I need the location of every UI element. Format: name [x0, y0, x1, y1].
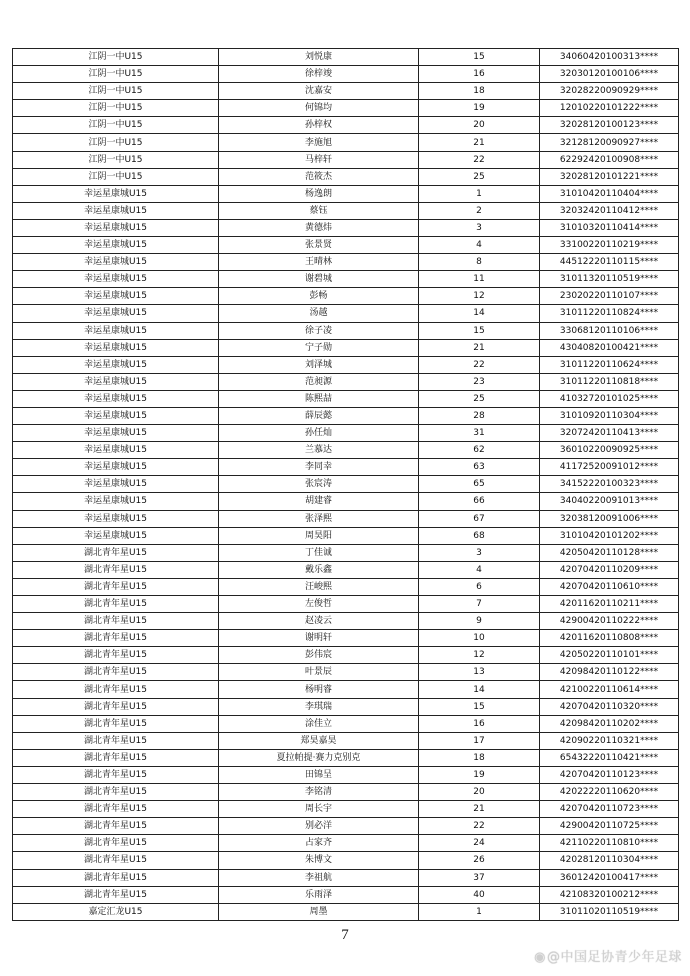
jersey-number-cell: 1: [419, 185, 540, 202]
jersey-number-cell: 37: [419, 869, 540, 886]
team-cell: 江阴一中U15: [13, 151, 219, 168]
team-cell: 幸运星康城U15: [13, 288, 219, 305]
id-number-cell: 43040820100421****: [540, 339, 679, 356]
table-row: [13, 322, 679, 339]
jersey-number-cell: 11: [419, 271, 540, 288]
id-number-cell: 31011020110519****: [540, 903, 679, 920]
id-number-cell: 36012420100417****: [540, 869, 679, 886]
table-row: [13, 544, 679, 561]
team-cell: 幸运星康城U15: [13, 442, 219, 459]
table-row: [13, 151, 679, 168]
id-number-cell: 42090220110321****: [540, 732, 679, 749]
jersey-number-cell: 10: [419, 630, 540, 647]
table-row: [13, 766, 679, 783]
player-name-cell: 田锦呈: [219, 766, 419, 783]
player-name-cell: 范昶源: [219, 373, 419, 390]
team-cell: 嘉定汇龙U15: [13, 903, 219, 920]
id-number-cell: 42110220110810****: [540, 835, 679, 852]
player-name-cell: 周墨: [219, 903, 419, 920]
id-number-cell: 42011620110211****: [540, 596, 679, 613]
table-row: [13, 254, 679, 271]
team-cell: 湖北青年星U15: [13, 613, 219, 630]
jersey-number-cell: 4: [419, 237, 540, 254]
player-name-cell: 张泽熙: [219, 510, 419, 527]
player-name-cell: 叶景辰: [219, 664, 419, 681]
table-row: [13, 407, 679, 424]
jersey-number-cell: 14: [419, 681, 540, 698]
table-row: [13, 49, 679, 66]
team-cell: 幸运星康城U15: [13, 510, 219, 527]
player-name-cell: 谢明轩: [219, 630, 419, 647]
jersey-number-cell: 40: [419, 886, 540, 903]
team-cell: 湖北青年星U15: [13, 869, 219, 886]
team-cell: 湖北青年星U15: [13, 664, 219, 681]
jersey-number-cell: 31: [419, 425, 540, 442]
table-row: [13, 715, 679, 732]
team-cell: 江阴一中U15: [13, 83, 219, 100]
id-number-cell: 33068120110106****: [540, 322, 679, 339]
jersey-number-cell: 68: [419, 527, 540, 544]
player-name-cell: 朱博文: [219, 852, 419, 869]
id-number-cell: 42098420110202****: [540, 715, 679, 732]
jersey-number-cell: 16: [419, 66, 540, 83]
player-name-cell: 沈嘉安: [219, 83, 419, 100]
table-row: [13, 596, 679, 613]
jersey-number-cell: 20: [419, 784, 540, 801]
player-name-cell: 李祖航: [219, 869, 419, 886]
player-name-cell: 兰慕达: [219, 442, 419, 459]
id-number-cell: 41032720101025****: [540, 390, 679, 407]
table-row: [13, 425, 679, 442]
jersey-number-cell: 25: [419, 390, 540, 407]
player-name-cell: 李施旭: [219, 134, 419, 151]
jersey-number-cell: 18: [419, 749, 540, 766]
id-number-cell: 41172520091012****: [540, 459, 679, 476]
team-cell: 幸运星康城U15: [13, 271, 219, 288]
team-cell: 湖北青年星U15: [13, 835, 219, 852]
player-name-cell: 别必洋: [219, 818, 419, 835]
team-cell: 湖北青年星U15: [13, 681, 219, 698]
table-row: [13, 237, 679, 254]
player-name-cell: 杨明睿: [219, 681, 419, 698]
jersey-number-cell: 17: [419, 732, 540, 749]
id-number-cell: 34060420100313****: [540, 49, 679, 66]
jersey-number-cell: 20: [419, 117, 540, 134]
player-name-cell: 周昊阳: [219, 527, 419, 544]
player-name-cell: 王晴林: [219, 254, 419, 271]
table-row: [13, 852, 679, 869]
table-row: [13, 578, 679, 595]
player-name-cell: 孙任灿: [219, 425, 419, 442]
jersey-number-cell: 8: [419, 254, 540, 271]
team-cell: 江阴一中U15: [13, 100, 219, 117]
jersey-number-cell: 13: [419, 664, 540, 681]
table-row: [13, 339, 679, 356]
id-number-cell: 42011620110808****: [540, 630, 679, 647]
id-number-cell: 32030120100106****: [540, 66, 679, 83]
id-number-cell: 42022220110620****: [540, 784, 679, 801]
id-number-cell: 31010420110404****: [540, 185, 679, 202]
player-name-cell: 孙梓权: [219, 117, 419, 134]
player-name-cell: 何锦均: [219, 100, 419, 117]
jersey-number-cell: 21: [419, 339, 540, 356]
team-cell: 湖北青年星U15: [13, 818, 219, 835]
jersey-number-cell: 62: [419, 442, 540, 459]
player-name-cell: 李铭清: [219, 784, 419, 801]
watermark-text: @中国足协青少年足球: [546, 950, 682, 965]
table-row: [13, 356, 679, 373]
watermark: [534, 946, 682, 965]
team-cell: 湖北青年星U15: [13, 596, 219, 613]
id-number-cell: 32028120101221****: [540, 168, 679, 185]
id-number-cell: 42050420110128****: [540, 544, 679, 561]
id-number-cell: 34040220091013****: [540, 493, 679, 510]
id-number-cell: 31010920110304****: [540, 407, 679, 424]
team-cell: 湖北青年星U15: [13, 544, 219, 561]
jersey-number-cell: 14: [419, 305, 540, 322]
team-cell: 湖北青年星U15: [13, 852, 219, 869]
table-row: [13, 510, 679, 527]
id-number-cell: 42900420110222****: [540, 613, 679, 630]
jersey-number-cell: 19: [419, 100, 540, 117]
player-name-cell: 汤越: [219, 305, 419, 322]
jersey-number-cell: 4: [419, 561, 540, 578]
jersey-number-cell: 22: [419, 818, 540, 835]
id-number-cell: 44512220110115****: [540, 254, 679, 271]
table-row: [13, 100, 679, 117]
id-number-cell: 31011220110624****: [540, 356, 679, 373]
team-cell: 江阴一中U15: [13, 117, 219, 134]
table-row: [13, 168, 679, 185]
player-name-cell: 李琪瑞: [219, 698, 419, 715]
player-name-cell: 占家齐: [219, 835, 419, 852]
player-name-cell: 赵凌云: [219, 613, 419, 630]
player-name-cell: 郑昊嘉昊: [219, 732, 419, 749]
weibo-icon: ◉: [534, 950, 546, 965]
player-name-cell: 涂佳立: [219, 715, 419, 732]
jersey-number-cell: 19: [419, 766, 540, 783]
player-name-cell: 范筱杰: [219, 168, 419, 185]
jersey-number-cell: 9: [419, 613, 540, 630]
roster-table: [12, 48, 679, 921]
player-name-cell: 马梓轩: [219, 151, 419, 168]
table-row: [13, 818, 679, 835]
id-number-cell: 32028220090929****: [540, 83, 679, 100]
team-cell: 幸运星康城U15: [13, 202, 219, 219]
team-cell: 江阴一中U15: [13, 49, 219, 66]
player-name-cell: 左俊哲: [219, 596, 419, 613]
jersey-number-cell: 23: [419, 373, 540, 390]
page-number: 7: [341, 927, 349, 943]
jersey-number-cell: 22: [419, 356, 540, 373]
team-cell: 湖北青年星U15: [13, 732, 219, 749]
team-cell: 江阴一中U15: [13, 134, 219, 151]
team-cell: 湖北青年星U15: [13, 578, 219, 595]
id-number-cell: 42070420110610****: [540, 578, 679, 595]
player-name-cell: 徐子凌: [219, 322, 419, 339]
table-row: [13, 561, 679, 578]
id-number-cell: 65432220110421****: [540, 749, 679, 766]
jersey-number-cell: 63: [419, 459, 540, 476]
table-row: [13, 305, 679, 322]
id-number-cell: 42050220110101****: [540, 647, 679, 664]
table-row: [13, 869, 679, 886]
player-name-cell: 薛辰懿: [219, 407, 419, 424]
jersey-number-cell: 15: [419, 49, 540, 66]
table-row: [13, 647, 679, 664]
id-number-cell: 34152220100323****: [540, 476, 679, 493]
id-number-cell: 31010420101202****: [540, 527, 679, 544]
table-row: [13, 459, 679, 476]
jersey-number-cell: 3: [419, 544, 540, 561]
id-number-cell: 62292420100908****: [540, 151, 679, 168]
jersey-number-cell: 1: [419, 903, 540, 920]
id-number-cell: 42900420110725****: [540, 818, 679, 835]
team-cell: 湖北青年星U15: [13, 801, 219, 818]
team-cell: 幸运星康城U15: [13, 476, 219, 493]
player-name-cell: 丁佳诚: [219, 544, 419, 561]
id-number-cell: 31011320110519****: [540, 271, 679, 288]
table-row: [13, 835, 679, 852]
jersey-number-cell: 16: [419, 715, 540, 732]
table-row: [13, 681, 679, 698]
player-name-cell: 汪峻熙: [219, 578, 419, 595]
id-number-cell: 42070420110123****: [540, 766, 679, 783]
team-cell: 幸运星康城U15: [13, 305, 219, 322]
table-row: [13, 442, 679, 459]
player-name-cell: 乐雨泽: [219, 886, 419, 903]
player-name-cell: 黄德炜: [219, 219, 419, 236]
table-row: [13, 749, 679, 766]
table-row: [13, 185, 679, 202]
player-name-cell: 夏拉帕提·赛力克别克: [219, 749, 419, 766]
table-row: [13, 903, 679, 920]
jersey-number-cell: 25: [419, 168, 540, 185]
jersey-number-cell: 26: [419, 852, 540, 869]
player-name-cell: 陈熙喆: [219, 390, 419, 407]
team-cell: 幸运星康城U15: [13, 527, 219, 544]
table-row: [13, 202, 679, 219]
id-number-cell: 12010220101222****: [540, 100, 679, 117]
team-cell: 幸运星康城U15: [13, 219, 219, 236]
team-cell: 幸运星康城U15: [13, 390, 219, 407]
jersey-number-cell: 15: [419, 322, 540, 339]
team-cell: 湖北青年星U15: [13, 561, 219, 578]
table-row: [13, 527, 679, 544]
team-cell: 幸运星康城U15: [13, 237, 219, 254]
jersey-number-cell: 21: [419, 134, 540, 151]
id-number-cell: 31010320110414****: [540, 219, 679, 236]
player-name-cell: 杨逸朗: [219, 185, 419, 202]
player-name-cell: 胡建睿: [219, 493, 419, 510]
table-row: [13, 271, 679, 288]
id-number-cell: 31011220110824****: [540, 305, 679, 322]
jersey-number-cell: 12: [419, 647, 540, 664]
id-number-cell: 36010220090925****: [540, 442, 679, 459]
player-name-cell: 蔡钰: [219, 202, 419, 219]
team-cell: 湖北青年星U15: [13, 784, 219, 801]
team-cell: 江阴一中U15: [13, 168, 219, 185]
jersey-number-cell: 66: [419, 493, 540, 510]
team-cell: 幸运星康城U15: [13, 185, 219, 202]
table-row: [13, 732, 679, 749]
team-cell: 幸运星康城U15: [13, 459, 219, 476]
jersey-number-cell: 21: [419, 801, 540, 818]
id-number-cell: 42070420110723****: [540, 801, 679, 818]
jersey-number-cell: 2: [419, 202, 540, 219]
id-number-cell: 23020220110107****: [540, 288, 679, 305]
table-row: [13, 613, 679, 630]
id-number-cell: 32032420110412****: [540, 202, 679, 219]
player-name-cell: 刘泽城: [219, 356, 419, 373]
team-cell: 幸运星康城U15: [13, 339, 219, 356]
table-row: [13, 66, 679, 83]
team-cell: 湖北青年星U15: [13, 647, 219, 664]
player-name-cell: 彭畅: [219, 288, 419, 305]
player-name-cell: 李同幸: [219, 459, 419, 476]
player-name-cell: 张景贤: [219, 237, 419, 254]
team-cell: 幸运星康城U15: [13, 407, 219, 424]
table-row: [13, 476, 679, 493]
jersey-number-cell: 6: [419, 578, 540, 595]
table-row: [13, 698, 679, 715]
table-row: [13, 117, 679, 134]
team-cell: 幸运星康城U15: [13, 322, 219, 339]
jersey-number-cell: 28: [419, 407, 540, 424]
player-name-cell: 彭伟宸: [219, 647, 419, 664]
team-cell: 湖北青年星U15: [13, 698, 219, 715]
jersey-number-cell: 18: [419, 83, 540, 100]
jersey-number-cell: 12: [419, 288, 540, 305]
table-row: [13, 630, 679, 647]
id-number-cell: 42028120110304****: [540, 852, 679, 869]
team-cell: 湖北青年星U15: [13, 766, 219, 783]
team-cell: 幸运星康城U15: [13, 493, 219, 510]
table-row: [13, 373, 679, 390]
id-number-cell: 42108320100212****: [540, 886, 679, 903]
table-row: [13, 390, 679, 407]
id-number-cell: 33100220110219****: [540, 237, 679, 254]
id-number-cell: 42070420110209****: [540, 561, 679, 578]
team-cell: 湖北青年星U15: [13, 749, 219, 766]
jersey-number-cell: 24: [419, 835, 540, 852]
id-number-cell: 32028120100123****: [540, 117, 679, 134]
player-name-cell: 徐梓竣: [219, 66, 419, 83]
id-number-cell: 32128120090927****: [540, 134, 679, 151]
jersey-number-cell: 15: [419, 698, 540, 715]
player-name-cell: 刘悦康: [219, 49, 419, 66]
team-cell: 幸运星康城U15: [13, 254, 219, 271]
team-cell: 幸运星康城U15: [13, 356, 219, 373]
table-row: [13, 801, 679, 818]
table-row: [13, 493, 679, 510]
table-row: [13, 288, 679, 305]
team-cell: 幸运星康城U15: [13, 373, 219, 390]
team-cell: 湖北青年星U15: [13, 715, 219, 732]
jersey-number-cell: 3: [419, 219, 540, 236]
jersey-number-cell: 7: [419, 596, 540, 613]
id-number-cell: 42070420110320****: [540, 698, 679, 715]
table-row: [13, 664, 679, 681]
team-cell: 江阴一中U15: [13, 66, 219, 83]
team-cell: 幸运星康城U15: [13, 425, 219, 442]
table-row: [13, 219, 679, 236]
player-name-cell: 周长宇: [219, 801, 419, 818]
id-number-cell: 32072420110413****: [540, 425, 679, 442]
roster-body: [13, 49, 679, 921]
player-name-cell: 戴乐鑫: [219, 561, 419, 578]
table-row: [13, 784, 679, 801]
jersey-number-cell: 65: [419, 476, 540, 493]
table-row: [13, 886, 679, 903]
jersey-number-cell: 22: [419, 151, 540, 168]
id-number-cell: 32038120091006****: [540, 510, 679, 527]
player-name-cell: 宁子勋: [219, 339, 419, 356]
team-cell: 湖北青年星U15: [13, 886, 219, 903]
table-row: [13, 83, 679, 100]
id-number-cell: 42098420110122****: [540, 664, 679, 681]
jersey-number-cell: 67: [419, 510, 540, 527]
id-number-cell: 42100220110614****: [540, 681, 679, 698]
team-cell: 湖北青年星U15: [13, 630, 219, 647]
table-row: [13, 134, 679, 151]
id-number-cell: 31011220110818****: [540, 373, 679, 390]
player-name-cell: 谢碧城: [219, 271, 419, 288]
player-name-cell: 张宸涛: [219, 476, 419, 493]
